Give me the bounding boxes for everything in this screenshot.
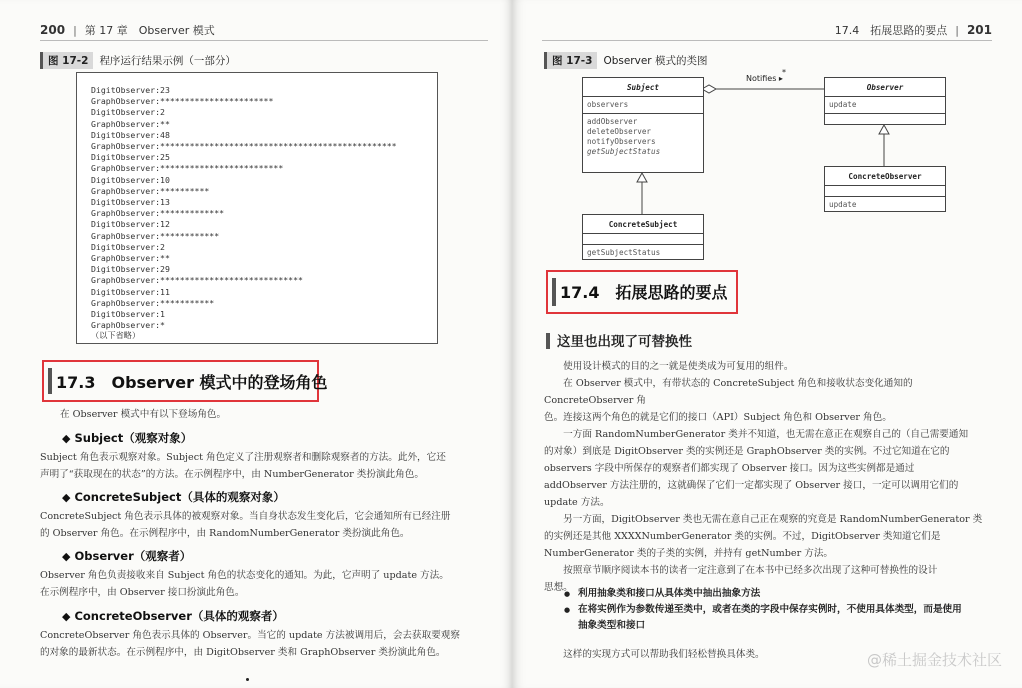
role-desc-line: ConcreteSubject 角色表示具体的被观察对象。当自身状态发生变化后，它会通知所有已经注册 (40, 511, 451, 522)
section-title: 17.3 Observer 模式中的登场角色 (56, 373, 328, 392)
aggregation-diamond-icon (702, 85, 716, 93)
bullet-item: ● 在将实例作为参数传递至类中，或者在类的字段中保存实例时，不使用具体类型，而是使用 (564, 602, 994, 618)
uml-method: notifyObservers (587, 137, 656, 146)
section-title-box (546, 270, 738, 314)
uml-methods: update (829, 200, 857, 209)
output-line: DigitObserver:25 (91, 152, 170, 163)
role-desc-line: 在示例程序中，由 Observer 接口扮演此角色。 (40, 587, 245, 598)
output-line: DigitObserver:12 (91, 219, 170, 230)
role-heading-concrete-subject: ◆ ConcreteSubject（具体的观察对象） (62, 490, 285, 504)
paragraph-line: 一方面 RandomNumberGenerator 类并不知道，也无需在意正在观察自己的（自己需要通知 (544, 429, 969, 440)
paragraph-line: 的对象）到底是 DigitObserver 类的实例还是 GraphObserver 类的实例。不过它知道在它的 (544, 446, 950, 457)
section-title-box (42, 360, 328, 402)
figure-caption-text: Observer 模式的类图 (603, 55, 708, 67)
role-desc-line: 的对象的最新状态。在示例程序中，由 DigitObserver 类和 GraphObserver 类扮演此角色。 (40, 647, 446, 658)
section-title-bar (48, 368, 52, 394)
uml-method: getSubjectStatus (587, 147, 661, 156)
page-mark (246, 678, 249, 681)
chapter-title: 第 17 章 Observer 模式 (84, 24, 215, 37)
uml-class-concrete-subject (582, 214, 704, 260)
right-page (512, 0, 1022, 688)
body-paragraphs (544, 358, 996, 596)
paragraph-line: NumberGenerator 类的子类的实例，并持有 getNumber 方法。 (544, 548, 834, 559)
section-title: 17.4 拓展思路的要点 (560, 283, 728, 302)
uml-methods: update (825, 97, 945, 114)
figure-tag: 图 17-3 (544, 52, 597, 69)
diamond-bullet-icon: ◆ (62, 432, 71, 445)
closing-paragraph: 这样的实现方式可以帮助我们轻松替换具体类。 (544, 649, 765, 660)
output-line: GraphObserver:************ (91, 230, 220, 241)
paragraph-line: 思想。 (544, 582, 573, 593)
output-line: DigitObserver:2 (91, 107, 165, 118)
uml-method: addObserver (587, 117, 638, 126)
program-output-lines (77, 73, 437, 331)
association-label: Notifies ▸ (746, 74, 783, 83)
bullet-list (564, 586, 994, 634)
output-line: GraphObserver:*********** (91, 297, 215, 308)
output-line: DigitObserver:23 (91, 85, 170, 95)
paragraph-line: 的实例还是其他 XXXXNumberGenerator 类的实例。不过，DigitObserver 类知道它们是 (544, 531, 941, 542)
uml-empty-compartment (825, 186, 945, 197)
output-line: GraphObserver:*********************** (91, 96, 274, 107)
diamond-bullet-icon: ◆ (62, 550, 71, 563)
output-line: DigitObserver:13 (91, 197, 170, 208)
uml-empty-compartment (583, 234, 703, 245)
paragraph-line: addObserver 方法注册的，这就确保了它们一定都实现了 Observer 接口，一定可以调用它们的 (544, 480, 959, 491)
output-line: DigitObserver:2 (91, 241, 165, 252)
output-line: DigitObserver:1 (91, 309, 165, 320)
paragraph-line: update 方法。 (544, 497, 610, 508)
output-line: DigitObserver:48 (91, 129, 170, 140)
header-rule (40, 40, 488, 41)
uml-class-observer (824, 77, 946, 125)
role-desc-line: 的 Observer 角色。在示例程序中，由 RandomNumberGenerator 类扮演此角色。 (40, 528, 410, 539)
program-output-box (76, 72, 438, 344)
bullet-continuation: 抽象类型和接口 (578, 620, 646, 631)
uml-methods: getSubjectStatus (587, 248, 661, 257)
role-desc-line: Subject 角色表示观察对象。Subject 角色定义了注册观察者和删除观察者的方法。此外，它还 (40, 452, 446, 463)
paragraph-line: 另一方面，DigitObserver 类也无需在意自己正在观察的究竟是 RandomNumberGenerator 类 (544, 514, 983, 525)
running-section-title: 17.4 拓展思路的要点 (834, 24, 948, 37)
role-heading-concrete-observer: ◆ ConcreteObserver（具体的观察者） (62, 609, 284, 623)
header-separator: | (955, 24, 959, 37)
role-desc-line: 声明了“获取现在的状态”的方法。在示例程序中，由 NumberGenerator 类扮演此角色。 (40, 469, 424, 480)
role-desc-observer (40, 567, 488, 601)
diamond-bullet-icon: ◆ (62, 491, 71, 504)
section-title-bar (552, 278, 556, 306)
uml-class-name: ConcreteSubject (583, 215, 703, 234)
figure-tag: 图 17-2 (40, 52, 93, 69)
uml-empty-compartment (825, 114, 945, 124)
uml-class-name: Subject (583, 78, 703, 97)
uml-class-concrete-observer (824, 166, 946, 212)
paragraph-line: 按照章节顺序阅读本书的读者一定注意到了在本书中已经多次出现了这种可替换性的设计 (544, 565, 938, 576)
uml-method: deleteObserver (587, 127, 652, 136)
diamond-bullet-icon: ◆ (62, 610, 71, 623)
figure-caption-text: 程序运行结果示例（一部分） (99, 55, 236, 67)
role-heading-subject: ◆ Subject（观察对象） (62, 431, 193, 445)
role-heading-observer: ◆ Observer（观察者） (62, 549, 192, 563)
inherit-triangle-icon (637, 173, 647, 182)
role-desc-line: ConcreteObserver 角色表示具体的 Observer。当它的 update 方法被调用后，会去获取要观察 (40, 630, 460, 641)
output-line: GraphObserver:************************************************ (91, 141, 397, 152)
paragraph-line: 使用设计模式的目的之一就是使类成为可复用的组件。 (544, 361, 794, 372)
output-line: GraphObserver:************* (91, 208, 225, 219)
uml-class-name: ConcreteObserver (825, 167, 945, 186)
output-line: GraphObserver:***************************** (91, 275, 303, 286)
role-desc-concrete-subject (40, 508, 488, 542)
role-desc-subject (40, 449, 488, 483)
role-desc-line: Observer 角色负责接收来自 Subject 角色的状态变化的通知。为此，它声明了 update 方法。 (40, 570, 449, 581)
roles-intro: 在 Observer 模式中有以下登场角色。 (60, 409, 227, 420)
role-desc-concrete-observer (40, 627, 488, 661)
output-line: GraphObserver:* (91, 320, 165, 331)
output-line: GraphObserver:************************* (91, 163, 284, 174)
uml-class-name: Observer (825, 78, 945, 97)
subheading: 这里也出现了可替换性 (546, 330, 692, 350)
output-line: DigitObserver:10 (91, 174, 170, 185)
output-line: GraphObserver:********** (91, 185, 210, 196)
paragraph-line: observers 字段中所保存的观察者们都实现了 Observer 接口。因为这些实例都是通过 (544, 463, 915, 474)
output-line: GraphObserver:** (91, 118, 170, 129)
right-page-number: 201 (966, 23, 992, 37)
output-line: DigitObserver:11 (91, 286, 170, 297)
uml-methods (583, 114, 703, 160)
output-more-note: （以下省略） (91, 330, 141, 341)
watermark: @稀土掘金技术社区 (866, 651, 1002, 669)
inherit-triangle-icon (879, 125, 889, 134)
bullet-item: ● 利用抽象类和接口从具体类中抽出抽象方法 (564, 586, 994, 602)
figure-caption (40, 52, 236, 69)
uml-class-subject (582, 77, 704, 173)
uml-fields: observers (583, 97, 703, 114)
header-separator: | (73, 24, 77, 37)
output-line: DigitObserver:29 (91, 264, 170, 275)
multiplicity-label: * (782, 68, 786, 77)
paragraph-line: 色。连接这两个角色的就是它们的接口（API）Subject 角色和 Observer 角色。 (544, 412, 892, 423)
output-line: GraphObserver:** (91, 253, 170, 264)
left-page-number: 200 (40, 23, 66, 37)
left-page-header (40, 22, 215, 38)
paragraph-line: 在 Observer 模式中，有带状态的 ConcreteSubject 角色和接收状态变化通知的 ConcreteObserver 角 (544, 378, 913, 406)
subheading-bar (546, 333, 550, 349)
